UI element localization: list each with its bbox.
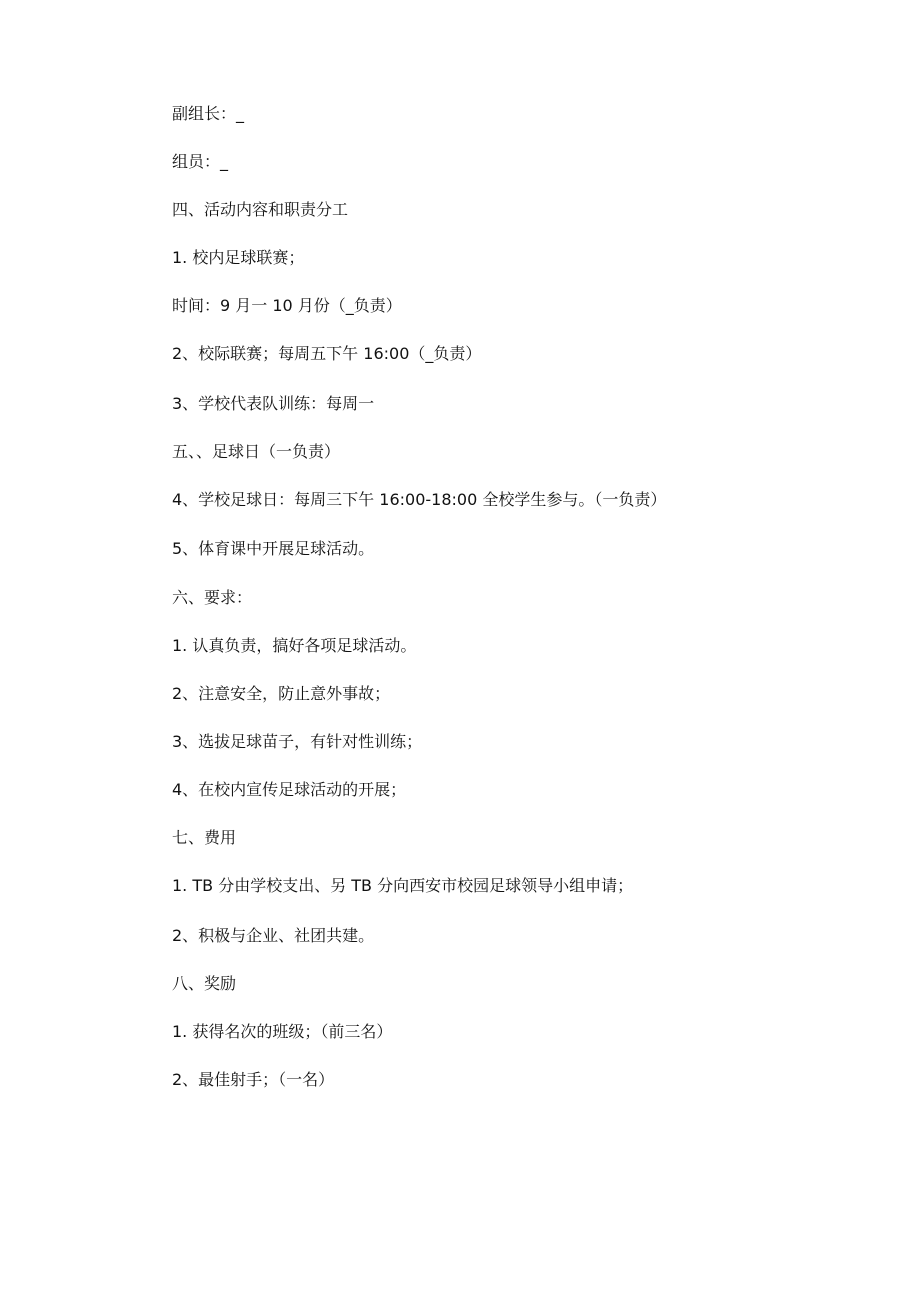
award-item-1: 1. 获得名次的班级；（前三名） xyxy=(172,1022,393,1041)
requirement-4: 4、在校内宣传足球活动的开展； xyxy=(172,780,407,799)
item-school-team-training: 3、学校代表队训练：每周一 xyxy=(172,394,375,413)
section-8-heading: 八、奖励 xyxy=(172,974,237,993)
deputy-leader-line: 副组长：_ xyxy=(172,104,245,123)
members-line: 组员：_ xyxy=(172,152,229,171)
requirement-1: 1. 认真负责，搞好各项足球活动。 xyxy=(172,636,417,655)
section-6-heading: 六、要求： xyxy=(172,588,253,607)
section-7-heading: 七、费用 xyxy=(172,828,237,847)
item-pe-class: 5、体育课中开展足球活动。 xyxy=(172,539,375,558)
section-4-heading: 四、活动内容和职责分工 xyxy=(172,200,349,219)
item-inter-school-league: 2、校际联赛；每周五下午 16:00（_负责） xyxy=(172,344,482,363)
requirement-2: 2、注意安全，防止意外事故； xyxy=(172,684,391,703)
time-line: 时间：9 月一 10 月份（_负责） xyxy=(172,296,402,315)
cost-item-1: 1. TB 分由学校支出、另 TB 分向西安市校园足球领导小组申请； xyxy=(172,876,634,895)
item-football-day: 4、学校足球日：每周三下午 16:00-18:00 全校学生参与。（一负责） xyxy=(172,490,667,509)
requirement-3: 3、选拔足球苗子，有针对性训练； xyxy=(172,732,423,751)
award-item-2: 2、最佳射手；（一名） xyxy=(172,1070,335,1089)
cost-item-2: 2、积极与企业、社团共建。 xyxy=(172,926,375,945)
item-campus-league: 1. 校内足球联赛； xyxy=(172,248,305,267)
section-5-heading: 五、、足球日（一负责） xyxy=(172,442,341,461)
